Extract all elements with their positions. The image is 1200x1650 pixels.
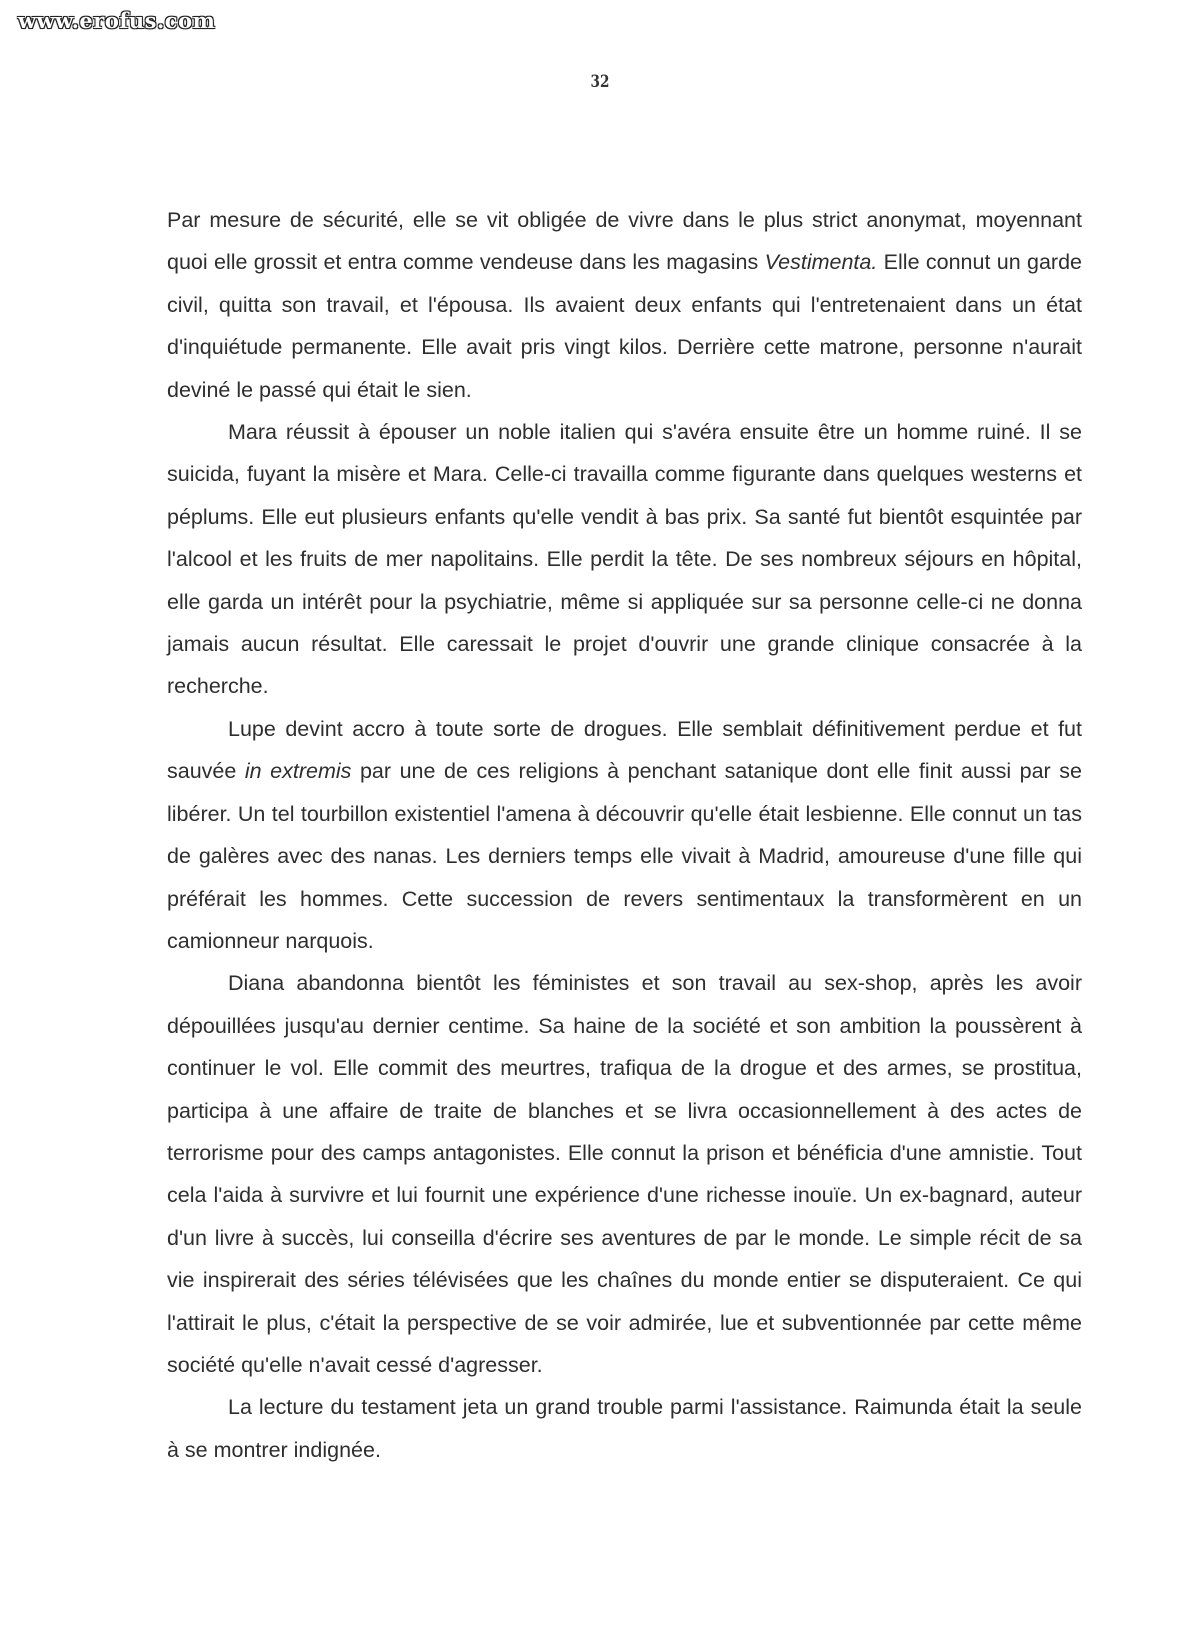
watermark-text: www.erofus.com [18, 8, 216, 33]
paragraph [167, 199, 1082, 411]
paragraph-segment: Elle connut un garde civil, quitta son travail, et l'épousa. Ils avaient deux enfants qui l'entretenaient dans un état d'inquiétude permanente. Elle avait pris vingt kilos. Derrière cette matrone, personne n'aurait deviné le passé qui était le sien. [167, 250, 1082, 402]
paragraph-segment: La lecture du testament jeta un grand trouble parmi l'assistance. Raimunda était la seule à se montrer indignée. [167, 1395, 1082, 1462]
paragraph-segment: Lupe devint accro à toute sorte de drogues. Elle semblait définitivement perdue et fut sauvée [167, 716, 1082, 784]
paragraph-segment: par une de ces religions à penchant satanique dont elle finit aussi par se libérer. Un tel tourbillon existentiel l'amena à découvrir qu'elle était lesbienne. Elle connut un tas de galères avec des nanas. Les derniers temps elle vivait à Madrid, amoureuse d'une fille qui préférait les hommes. Cette succession de revers sentimentaux la transformèrent en un camionneur narquois. [167, 759, 1082, 953]
paragraph [167, 708, 1082, 962]
page-number: 32 [590, 72, 610, 92]
paragraph-segment: Mara réussit à épouser un noble italien qui s'avéra ensuite être un homme ruiné. Il se suicida, fuyant la misère et Mara. Celle-ci travailla comme figurante dans quelques westerns et péplums. Elle eut plusieurs enfants qu'elle vendit à bas prix. Sa santé fut bientôt esquintée par l'alcool et les fruits de mer napolitains. Elle perdit la tête. De ses nombreux séjours en hôpital, elle garda un intérêt pour la psychiatrie, même si appliquée sur sa personne celle-ci ne donna jamais aucun résultat. Elle caressait le projet d'ouvrir une grande clinique consacrée à la recherche. [167, 420, 1082, 699]
paragraph [167, 1386, 1082, 1471]
body-text [167, 199, 1082, 1471]
paragraph-segment: Par mesure de sécurité, elle se vit obligée de vivre dans le plus strict anonymat, moyennant quoi elle grossit et entra comme vendeuse dans les magasins [167, 208, 1082, 275]
paragraph-segment-italic: Vestimenta. [764, 250, 878, 275]
paragraph-segment-italic: in extremis [244, 759, 352, 784]
paragraph-segment: Diana abandonna bientôt les féministes et son travail au sex-shop, après les avoir dépouillées jusqu'au dernier centime. Sa haine de la société et son ambition la poussèrent à continuer le vol. Elle commit des meurtres, trafiqua de la drogue et des armes, se prostitua, participa à une affaire de traite de blanches et se livra occasionnellement à des actes de terrorisme pour des camps antagonistes. Elle connut la prison et bénéficia d'une amnistie. Tout cela l'aida à survivre et lui fournit une expérience d'une richesse inouïe. Un ex-bagnard, auteur d'un livre à succès, lui conseilla d'écrire ses aventures de par le monde. Le simple récit de sa vie inspirerait des séries télévisées que les chaînes du monde entier se disputeraient. Ce qui l'attirait le plus, c'était la perspective de se voir admirée, lue et subventionnée par cette même société qu'elle n'avait cessé d'agresser. [167, 971, 1082, 1377]
paragraph [167, 962, 1082, 1386]
paragraph [167, 411, 1082, 708]
